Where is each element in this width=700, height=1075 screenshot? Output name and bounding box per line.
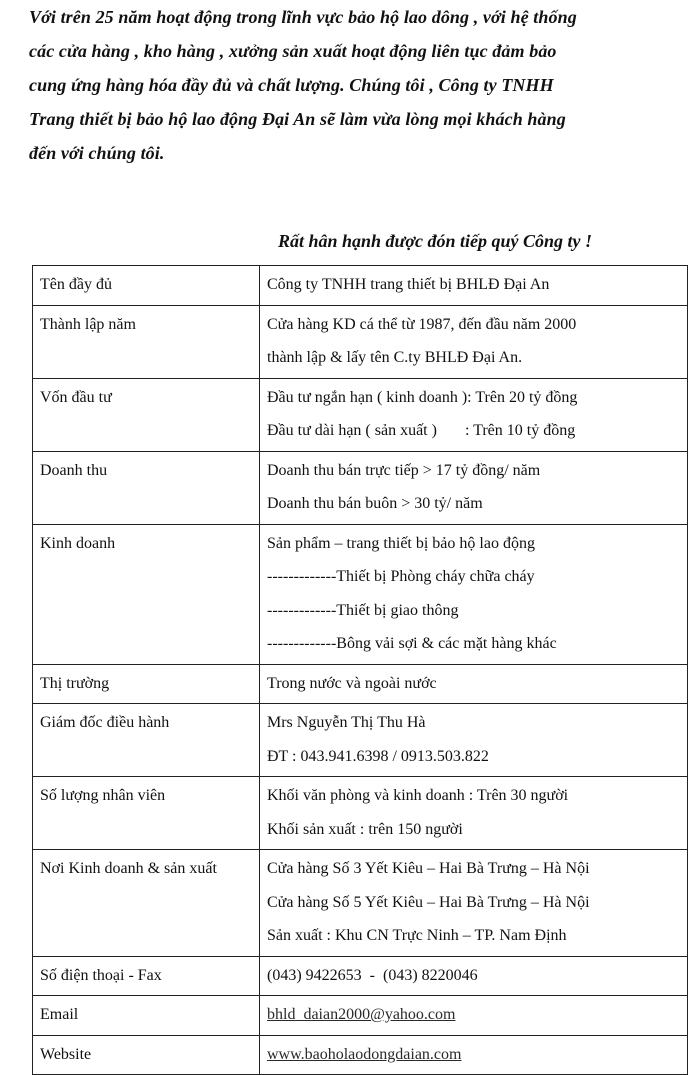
value-line: Đầu tư dài hạn ( sản xuất ) : Trên 10 tỷ đồng — [267, 422, 576, 439]
intro-line-2: các cửa hàng , kho hàng , xưởng sản xuất hoạt động liên tục đảm bảo — [29, 41, 557, 61]
company-info-table — [32, 265, 688, 1075]
row-label: Nơi Kinh doanh & sản xuất — [33, 850, 260, 957]
row-value — [260, 451, 688, 524]
row-label: Kinh doanh — [33, 524, 260, 664]
email-link[interactable]: bhld_daian2000@yahoo.com — [267, 1006, 456, 1023]
intro-paragraph — [29, 0, 689, 170]
row-label: Thành lập năm — [33, 305, 260, 378]
table-row-market — [33, 664, 688, 704]
intro-line-3: cung ứng hàng hóa đầy đủ và chất lượng. Chúng tôi , Công ty TNHH — [29, 75, 554, 95]
website-link[interactable]: www.baoholaodongdaian.com — [267, 1045, 462, 1063]
value-line: Cửa hàng Số 3 Yết Kiêu – Hai Bà Trưng – Hà Nội — [267, 860, 590, 877]
value-line: Khối sản xuất : trên 150 người — [267, 820, 463, 838]
row-value — [260, 850, 688, 957]
value-line: Doanh thu bán buôn > 30 tỷ/ năm — [267, 495, 483, 512]
row-value — [260, 664, 688, 704]
table-row-full-name — [33, 266, 688, 306]
value-line: Doanh thu bán trực tiếp > 17 tỷ đồng/ năm — [267, 461, 541, 479]
intro-line-4: Trang thiết bị bảo hộ lao động Đại An sẽ làm vừa lòng mọi khách hàng — [29, 109, 566, 129]
row-label: Thị trường — [33, 664, 260, 704]
table-row-locations — [33, 850, 688, 957]
table-row-email — [33, 996, 688, 1036]
row-label: Số điện thoại - Fax — [33, 956, 260, 996]
value-line: -------------Thiết bị giao thông — [267, 601, 459, 619]
row-label: Giám đốc điều hành — [33, 704, 260, 777]
greeting-line: Rất hân hạnh được đón tiếp quý Công ty ! — [278, 231, 593, 251]
value-line: Mrs Nguyễn Thị Thu Hà — [267, 714, 426, 731]
row-label: Tên đầy đủ — [33, 266, 260, 306]
value-line: Cửa hàng Số 5 Yết Kiêu – Hai Bà Trưng – Hà Nội — [267, 893, 590, 911]
table-row-phone-fax — [33, 956, 688, 996]
value-line: Trong nước và ngoài nước — [267, 674, 437, 692]
table-row-director — [33, 704, 688, 777]
table-row-business — [33, 524, 688, 664]
row-value — [260, 305, 688, 378]
value-line: thành lập & lấy tên C.ty BHLĐ Đại An. — [267, 349, 523, 366]
value-line: (043) 9422653 - (043) 8220046 — [267, 966, 478, 984]
row-value — [260, 524, 688, 664]
table-row-revenue — [33, 451, 688, 524]
row-label: Vốn đầu tư — [33, 378, 260, 451]
value-line: Đầu tư ngắn hạn ( kinh doanh ): Trên 20 tỷ đồng — [267, 388, 578, 406]
row-value — [260, 704, 688, 777]
intro-line-5: đến với chúng tôi. — [29, 143, 165, 163]
value-line: Sản phẩm – trang thiết bị bảo hộ lao động — [267, 534, 535, 552]
row-value — [260, 956, 688, 996]
row-value — [260, 996, 688, 1036]
value-line: Sản xuất : Khu CN Trực Ninh – TP. Nam Định — [267, 927, 567, 944]
row-label: Doanh thu — [33, 451, 260, 524]
row-value — [260, 378, 688, 451]
row-value — [260, 266, 688, 306]
value-line: -------------Bông vải sợi & các mặt hàng khác — [267, 635, 557, 652]
value-line: Công ty TNHH trang thiết bị BHLĐ Đại An — [267, 276, 550, 293]
intro-line-1: Với trên 25 năm hoạt động trong lĩnh vực bảo hộ lao dông , với hệ thống — [29, 7, 577, 27]
row-label: Email — [33, 996, 260, 1036]
table-row-investment — [33, 378, 688, 451]
row-label: Website — [33, 1035, 260, 1075]
row-value — [260, 777, 688, 850]
value-line: -------------Thiết bị Phòng cháy chữa cháy — [267, 568, 535, 585]
table-row-staff — [33, 777, 688, 850]
value-line: ĐT : 043.941.6398 / 0913.503.822 — [267, 747, 489, 765]
row-label: Số lượng nhân viên — [33, 777, 260, 850]
value-line: Cửa hàng KD cá thể từ 1987, đến đầu năm 2000 — [267, 315, 577, 333]
table-row-founded — [33, 305, 688, 378]
row-value — [260, 1035, 688, 1075]
value-line: Khối văn phòng và kinh doanh : Trên 30 người — [267, 787, 569, 804]
table-row-website — [33, 1035, 688, 1075]
